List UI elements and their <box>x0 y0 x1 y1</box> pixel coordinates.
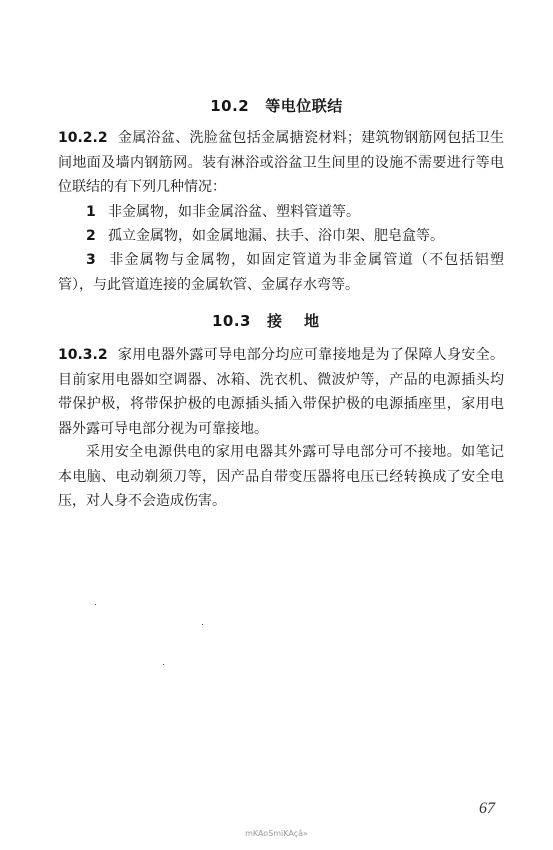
list-item-text: 非金属物与金属物，如固定管道为非金属管道（不包括铝塑管），与此管道连接的金属软管、金属存水弯等。 <box>58 252 504 293</box>
section-number: 10.2 <box>210 97 250 115</box>
list-item-number: 3 <box>86 252 96 268</box>
list-item-text: 孤立金属物，如金属地漏、扶手、浴巾架、肥皂盒等。 <box>108 228 444 244</box>
clause-text: 家用电器外露可导电部分均应可靠接地是为了保障人身安全。目前家用电器如空调器、冰箱、洗衣机、微波炉等，产品的电源插头均带保护极，将带保护极的电源插头插入带保护极的电源插座里，家用电器外露可导电部分视为可靠接地。 <box>58 347 504 437</box>
list-item <box>58 224 504 249</box>
scan-speck <box>163 664 164 665</box>
clause-10-2-2 <box>58 126 504 200</box>
scan-speck <box>95 604 96 605</box>
list-item-number: 1 <box>86 204 96 220</box>
section-title: 接地 <box>267 312 342 330</box>
list-item-text: 非金属物，如非金属浴盆、塑料管道等。 <box>108 204 360 220</box>
section-title: 等电位联结 <box>265 97 343 115</box>
clause-number: 10.2.2 <box>58 130 108 146</box>
scan-speck <box>202 624 203 625</box>
paragraph-text: 采用安全电源供电的家用电器其外露可导电部分可不接地。如笔记本电脑、电动剃须刀等，因产品自带变压器将电压已经转换成了安全电压，对人身不会造成伤害。 <box>58 444 504 509</box>
clause-text: 金属浴盆、洗脸盆包括金属搪瓷材料；建筑物钢筋网包括卫生间地面及墙内钢筋网。装有淋浴或浴盆卫生间里的设施不需要进行等电位联结的有下列几种情况： <box>58 130 504 195</box>
list-item <box>58 248 504 297</box>
list-item <box>58 200 504 225</box>
clause-10-3-2 <box>58 343 504 441</box>
footer-mark: mKAoSmiKAçâ» <box>245 829 308 838</box>
clause-paragraph <box>58 440 504 514</box>
clause-number: 10.3.2 <box>58 347 108 363</box>
section-heading-10-2 <box>0 95 553 116</box>
list-item-number: 2 <box>86 228 96 244</box>
page-number: 67 <box>479 800 495 817</box>
section-heading-10-3 <box>0 310 553 331</box>
section-number: 10.3 <box>211 312 251 330</box>
